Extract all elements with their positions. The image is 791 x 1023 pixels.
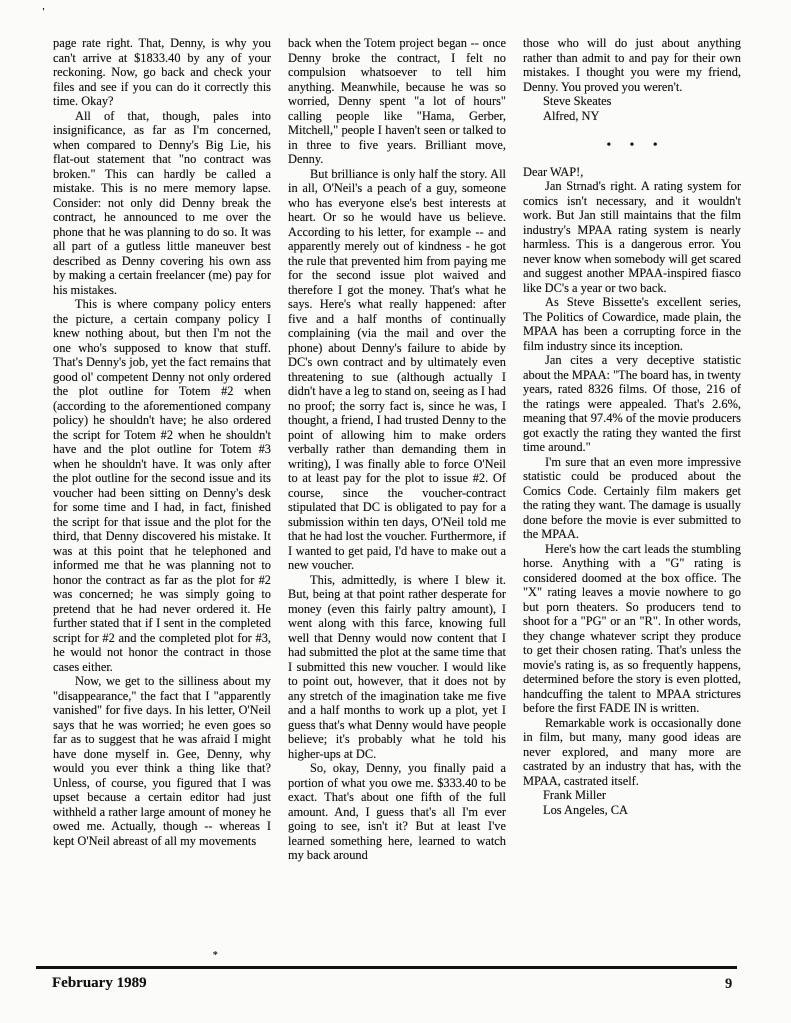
signature-line: Frank Miller xyxy=(543,788,606,802)
signature-line: Alfred, NY xyxy=(543,108,600,123)
letter-paragraph: This, admittedly, is where I blew it. But, being at that point rather desperate for money (even this fairly paltry amount), I went along with this farce, knowing full well that Denny would now content that I had submitted the plot at the same time that I submitted this new voucher. I would like to point out, however, that it does not by any stretch of the imagination take me five and a half months to work up a plot, yet I guess that's what Denny would have people believe; it's probably what he told his higher-ups at DC. xyxy=(288,572,506,761)
letter-paragraph: But brilliance is only half the story. All in all, O'Neil's a peach of a guy, someone who has everyone else's best interests at heart. Or so he would have us believe. According to his letter, for example -- and apparently merely out of kindness - he got the rule that prevented him from paying me for the second issue plot waived and therefore I got the money. That's what he says. Here's what really happened: after five and a half months of continually complaining (via the mail and over the phone) about Denny's failure to abide by DC's own contract and by ultimately even threatening to sue (although actually I didn't have a leg to stand on, seeing as I had no proof; the sorry fact is, since he was, I thought, a friend, I had trusted Denny to the point of allowing him to make orders verbally rather than demanding them in writing), I was finally able to force O'Neil to at least pay for the plot to issue #2. Of course, since the voucher-contract stipulated that DC is obligated to pay for a submission within ten days, O'Neil told me that he had lost the voucher. Furthermore, if I wanted to get paid, I'd have to make out a new voucher. xyxy=(288,166,506,572)
letter-salutation: Dear WAP!, xyxy=(523,164,584,179)
letter-paragraph: back when the Totem project began -- once Denny broke the contract, I felt no compulsion whatsoever to tell him anything. Meanwhile, because he was so worried, Denny spent "a lot of hours" calling people like "Hama, Gerber, Mitchell," people I haven't seen or talked to in three to five years. Brilliant move, Denny. xyxy=(288,36,506,166)
letter-paragraph: This is where company policy enters the picture, a certain company policy I knew nothing about, but then I'm not the one who's supposed to know that stuff. That's Denny's job, yet the fact remains that good ol' competent Denny not only ordered the plot outline for Totem #2 when (according to the aforementioned company policy) he shouldn't have; he also ordered the script for Totem #2 when he shouldn't have and the plot outline for Totem #3 when he shouldn't have. It was only after the plot outline for the second issue and its voucher had been sitting on Denny's desk for some time and I had, in fact, finished the script for that issue and the plot for the third, that Denny discovered his mistake. It was at this point that he telephoned and informed me that he was planning not to honor the contract as far as the plot for #2 was concerned; he was simply going to pretend that he had never ordered it. He further stated that if I sent in the completed script for #2 and the completed plot for #3, he would not honor the contract in those cases either. xyxy=(53,297,271,674)
letter-paragraph: Here's how the cart leads the stumbling horse. Anything with a "G" rating is considered doomed at the box office. The "X" rating leaves a movie nowhere to go but porn theaters. So producers tend to shoot for a "PG" or an "R". In other words, they change whatever script they produce to get their chosen rating. That's unless the movie's rating is, as so frequently happens, determined before the story is even plotted, handcuffing the talent to MPAA strictures before the first FADE IN is written. xyxy=(523,541,741,715)
letter-paragraph: page rate right. That, Denny, is why you can't arrive at $1833.40 by any of your reckoning. Now, go back and check your files and see if you can do it correctly this time. Okay? xyxy=(53,36,271,108)
letter-paragraph: those who will do just about anything rather than admit to and pay for their own mistakes. I thought you were my friend, Denny. You proved you weren't. xyxy=(523,36,741,94)
letter-paragraph: All of that, though, pales into insignificance, as far as I'm concerned, when compared to Denny's Big Lie, his flat-out statement that "no contract was broken." This can hardly be called a mistake. This is no mere memory lapse. Consider: not only did Denny break the contract, he announced to me over the phone that he was planning to do so. It was all part of a gutless little maneuver best described as Denny covering his own ass by making a certain freelancer (me) pay for his mistakes. xyxy=(53,108,271,297)
letter-paragraph: Remarkable work is occasionally done in film, but many, many good ideas are never explored, and many more are castrated by an industry that has, with the MPAA, castrated itself. xyxy=(523,715,741,788)
letter-paragraph: As Steve Bissette's excellent series, The Politics of Cowardice, made plain, the MPAA has been a corrupting force in the film industry since its inception. xyxy=(523,295,741,353)
section-separator-icon: • • • xyxy=(606,137,666,151)
print-artifact-top: ' xyxy=(42,6,46,18)
signature-line: Steve Skeates xyxy=(543,94,612,108)
letter-paragraph: So, okay, Denny, you finally paid a portion of what you owe me. $333.40 to be exact. That's about one fifth of the full amount. And, I guess that's all I'm ever going to see, isn't it? But at least I've learned something here, learned to watch my back around xyxy=(288,761,506,862)
print-artifact-bottom: * xyxy=(211,949,219,962)
footer-issue-date: February 1989 xyxy=(52,975,147,991)
column-1 xyxy=(53,36,271,968)
letter-paragraph: Jan Strnad's right. A rating system for comics isn't necessary, and it wouldn't work. But Jan still maintains that the film industry's MPAA rating system is nearly harmless. This is a dangerous error. You never know when somebody will get scared and suggest another MPAA-inspired fiasco like DC's a year or two back. xyxy=(523,179,741,295)
letter-paragraph: I'm sure that an even more impressive statistic could be produced about the Comics Code. Certainly film makers get the rating they want. The damage is usually done before the movie is ever submitted to the MPAA. xyxy=(523,454,741,541)
letter-paragraph: Now, we get to the silliness about my "disappearance," the fact that I "apparently vanished" for five days. In his letter, O'Neil says that he was worried; he even goes so far as to suggest that he was afraid I might have done myself in. Gee, Denny, why would you ever think a thing like that? Unless, of course, you figured that I was upset because a certain editor had just withheld a rather large amount of money he owed me. Actually, though -- whereas I kept O'Neil abreast of all my movements xyxy=(53,674,271,848)
footer-rule xyxy=(36,966,737,969)
letter-paragraph: Jan cites a very deceptive statistic about the MPAA: "The board has, in twenty years, rated 8326 films. Of those, 216 of the ratings were appealed. That's 2.6%, meaning that 97.4% of the movie producers got exactly the rating they wanted the first time around." xyxy=(523,353,741,454)
column-2 xyxy=(288,36,506,968)
letters-columns xyxy=(53,36,741,968)
signature-line: Los Angeles, CA xyxy=(543,802,629,817)
footer-page-number: 9 xyxy=(725,976,733,992)
column-3 xyxy=(523,36,741,968)
